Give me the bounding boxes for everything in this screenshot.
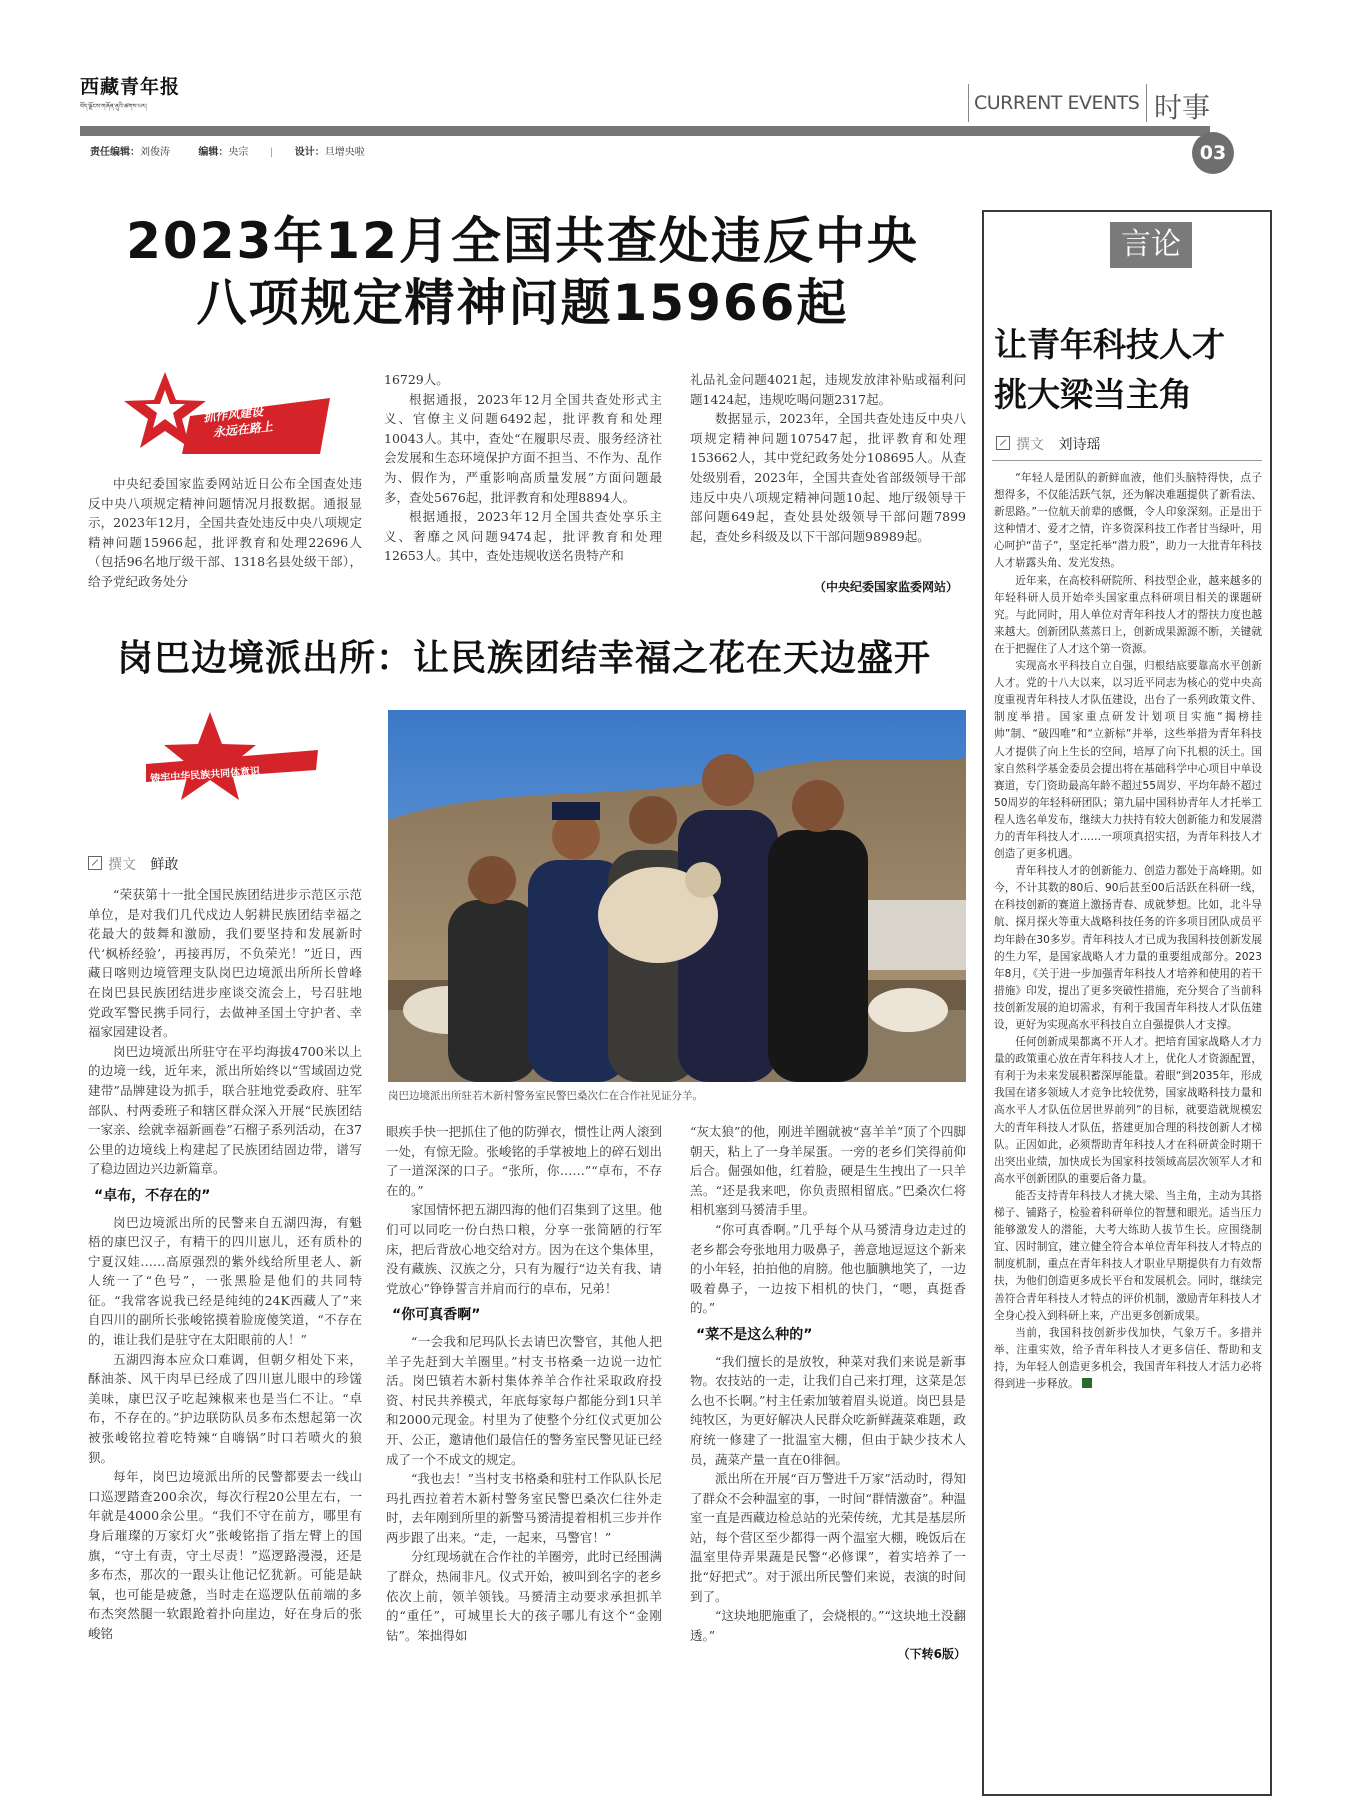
subheading: “卓布，不存在的” [94,1187,211,1204]
opinion-body [994,470,1262,1393]
paragraph: 数据显示，2023年，全国共查处违反中央八项规定精神问题107547起，批评教育和处理153662人，其中党纪政务处分108695人。从查处级别看，2023年，全国共查处省部级领导干部违反中央八项规定精神问题10起、地厅级领导干部问题649起，查处县处级领导干部问题7899起，查处乡科级及以下干部问题98989起。 [690,411,966,544]
masthead-logo [80,72,180,117]
article1-source: （中央纪委国家监委网站） [813,580,958,594]
paragraph: 眼疾手快一把抓住了他的防弹衣，惯性让两人滚到一处，有惊无险。张峻铭的手掌被地上的碎石划出了一道深深的口子。“张所，你……”“卓布，不存在的。” [386,1124,662,1198]
paragraph: “灰太狼”的他，刚进羊圈就被“喜羊羊”顶了个四脚朝天，粘上了一身羊屎蛋。一旁的老乡们笑得前仰后合。倔强如他，红着脸，硬是生生拽出了一只羊羔。“还是我来吧，你负责照相留底。”巴桑次仁将相机塞到马赟清手里。 [690,1124,966,1218]
paragraph: 岗巴边境派出所的民警来自五湖四海，有魁梧的康巴汉子，有精干的四川崽儿，还有质朴的宁夏汉娃……高原强烈的紫外线给所里老人、新人统一了“色号”，一张黑脸是他们的共同特征。“我常客说我已经是纯纯的24K西藏人了”来自四川的副所长张峻铭摸着脸庞傻笑道，“不存在的，谁让我们是驻守在太阳眼前的人！” [88,1214,362,1348]
continued-note: （下转6版） [897,1647,966,1662]
article2-column-1 [88,885,362,1644]
badge-text: 铸牢中华民族共同体意识 [149,766,261,785]
paragraph: 每年，岗巴边境派出所的民警都要去一线山口巡逻踏查200余次，每次行程20公里左右，一年就是4000余公里。“我们不守在前方，哪里有身后璀璨的万家灯火”张峻铭指了指左臂上的国旗，“守土有责，守土尽责！”巡逻路漫漫，还是多布杰，那次的一跟头让他记忆犹新。可能是缺氧，也可能是疲惫，当时走在巡逻队伍前端的多布杰突然腿一软跟跄着扑向崖边，好在身后的张峻铭 [88,1469,362,1641]
paragraph: 16729人。 [384,372,449,387]
article1-column-1 [88,474,362,592]
editor-label: 责任编辑： [90,147,140,158]
pen-icon [996,436,1010,450]
article1-column-3 [690,370,966,546]
paragraph: 五湖四海本应众口难调，但朝夕相处下来，酥油茶、风干肉早已经成了四川崽儿眼中的珍馐美味，康巴汉子吃起辣椒来也是当仁不让。“卓布，不存在的。”护边联防队员多布杰想起第一次被张峻铭拉着吃特辣“自嗨锅”时口若喷火的狼狈。 [88,1351,362,1465]
editor-name: 刘俊涛 [140,147,170,158]
masthead-divider-2 [1146,84,1147,122]
masthead-divider [968,84,969,122]
paragraph: “荣获第十一批全国民族团结进步示范区示范单位，是对我们几代戍边人躬耕民族团结幸福之花最大的鼓舞和激励，我们要坚持和发展新时代‘枫桥经验’，再接再厉，不负荣光！”近日，西藏日喀则边境管理支队岗巴边境派出所所长曾峰在岗巴县民族团结进步座谈交流会上，号召驻地党政军警民携手同行，去做神圣国土守护者、幸福家园建设者。 [88,887,362,1040]
author-name: 刘诗瑶 [1058,437,1101,453]
editor-label: 编辑： [198,147,229,158]
article2-byline [88,854,178,874]
opinion-tag: 言论 [1110,222,1192,268]
logo-chinese: 西藏青年报 [80,76,181,98]
author-name: 鲜敢 [150,857,179,873]
end-mark-icon [1082,1378,1092,1388]
headline-line: 挑大梁当主角 [994,375,1192,414]
article1-headline [80,210,965,334]
paragraph: 根据通报，2023年12月全国共查处享乐主义、奢靡之风问题9474起，批评教育和处理12653人。其中，查处违规收送名贵特产和 [384,509,662,564]
paragraph: 任何创新成果都离不开人才。把培育国家战略人才力量的政策重心放在青年科技人才上，优化人才资源配置，有利于为未来发展积蓄深厚能量。着眼“到2035年，形成我国在诸多领域人才竞争比较优势，国家战略科技力量和高水平人才队伍位居世界前列”的目标，就要造就规模宏大的青年科技人才队伍，搭建更加合理的科技创新人才梯队。正因如此，必须帮助青年科技人才在科研黄金时期干出突出业绩，加快成长为国家科技领域高层次领军人才和高水平创新团队的重要后备力量。 [994,1036,1262,1185]
paragraph: 礼品礼金问题4021起，违规发放津补贴或福利问题1424起，违规吃喝问题2317起。 [690,372,966,407]
paragraph: 派出所在开展“百万警进千万家”活动时，得知了群众不会种温室的事，一时间“群情激奋”。种温室一直是西藏边检总站的光荣传统，尤其是基层所站，每个营区至少都得一两个温室大棚，晚饭后在温室里侍弄果蔬是民警“必修课”，着实培养了一批“好把式”。对于派出所民警们来说，表演的时间到了。 [690,1471,966,1604]
editor-name: 央宗 [228,147,249,158]
paragraph: 分红现场就在合作社的羊圈旁，此时已经围满了群众，热闹非凡。仪式开始，被叫到名字的老乡依次上前，领羊领钱。马赟清主动要求承担抓羊的“重任”，可城里长大的孩子哪儿有这个“金刚钻”。笨拙得如 [386,1549,662,1643]
anti-corruption-badge [120,368,340,458]
article2-column-3 [690,1122,966,1665]
headline-line: 让青年科技人才 [994,325,1225,364]
byline-label: 撰文 [1016,437,1044,453]
headline-line: 八项规定精神问题15966起 [196,274,849,332]
subheading: “菜不是这么种的” [696,1326,813,1343]
subheading: “你可真香啊” [392,1307,481,1324]
editor-name: 旦增央啦 [324,147,365,158]
paragraph: 能否支持青年科技人才挑大梁、当主角，主动为其搭梯子、铺路子，检验着科研单位的智慧和眼光。适当压力能够激发人的潜能，大考大练助人拔节生长。应围绕制宜、因时制宜，建立健全符合本单位青年科技人才特点的制度机制，重点在青年科技人才职业早期提供有力有效帮扶，为他们创造更多成长平台和发展机会。同时，继续完善符合青年科技人才特点的评价机制，激励青年科技人才全身心投入到科研上来，产出更多创新成果。 [994,1189,1262,1322]
masthead-rule [80,126,1210,136]
byline-label: 撰文 [108,857,136,873]
photo-illustration [388,710,966,1082]
badge-line: 抓作风建设 [202,404,264,425]
paragraph: 青年科技人才的创新能力、创造力都处于高峰期。如今，不计其数的80后、90后甚至00后活跃在科研一线，在科技创新的赛道上激扬青春、成就梦想。比如，北斗导航、探月探火等重大战略科技任务的许多项目团队成员平均年龄在30多岁。青年科技人才已成为我国科技创新发展的生力军，是国家战略人才力量的重要组成部分。2023年8月，《关于进一步加强青年科技人才培养和使用的若干措施》印发，提出了更多突破性措施，充分契合了当前科技创新发展的迫切需求，有利于我国青年科技人才队伍建设，更好为实现高水平科技自立自强提供人才支撑。 [994,865,1262,1031]
paragraph: “我们擅长的是放牧，种菜对我们来说是新事物。农技站的一走，让我们自己来打理，这菜是怎么也不长啊。”村主任索加皱着眉头说道。岗巴县是纯牧区，为更好解决人民群众吃新鲜蔬菜难题，政府统一修建了一批温室大棚，但由于缺少技术人员，蔬菜产量一直在0徘徊。 [690,1353,966,1467]
byline-rule [992,460,1262,461]
headline-line: 2023年12月全国共查处违反中央 [126,212,919,270]
editor-label: 设计： [294,147,325,158]
pen-icon [88,856,102,870]
paragraph: “一会我和尼玛队长去请巴次警官，其他人把羊子先赶到大羊圈里。”村支书格桑一边说一边忙活。岗巴镇若木新村集体养羊合作社采取政府投资、村民共养模式，年底每家每户都能分到1只羊和2000元现金。村里为了使整个分红仪式更加公开、公正，邀请他们最信任的警务室民警见证已经成了一个不成文的规定。 [386,1333,662,1467]
ethnic-unity-badge [140,710,320,810]
paragraph: 实现高水平科技自立自强，归根结底要靠高水平创新人才。党的十八大以来，以习近平同志为核心的党中央高度重视青年科技人才队伍建设，出台了一系列政策文件、制度举措。国家重点研发计划项目实施“揭榜挂帅”制、“破四唯”和“立新标”并举，这些举措为青年科技人才提供了向上生长的空间，培厚了向下扎根的沃土。国家自然科学基金委员会提出将在基础科学中心项目中单设赛道，专门资助最高年龄不超过55周岁、平均年龄不超过50周岁的年轻科研团队；第九届中国科协青年人才托举工程人选名单发布，继续大力扶持有较大创新能力和发展潜力的青年科技人才……一项项真招实招，为青年科技人才创造了更多机遇。 [994,660,1262,861]
opinion-sidebar [982,210,1272,1796]
article2-photo [388,710,966,1082]
paragraph: “年轻人是团队的新鲜血液，他们头脑特得快，点子想得多，不仅能活跃气氛，还为解决难题提供了新看法、新思路。”一位航天前辈的感慨，令人印象深刻。正是出于这种情才、爱才之情，许多资深科技工作者甘当绿叶，用心呵护“苗子”，坚定托举“潜力股”，助力一大批青年科技人才崭露头角、发光发热。 [994,472,1262,570]
opinion-byline [996,434,1100,454]
paragraph: 家国情怀把五湖四海的他们召集到了这里。他们可以同吃一份白热口粮，分享一张简陋的行军床，把后背放心地交给对方。因为在这个集体里，没有藏族、汉族之分，只有为履行“边关有我、请党放心”铮铮誓言并肩而行的卓布，兄弟！ [386,1202,662,1296]
paragraph: 岗巴边境派出所驻守在平均海拔4700米以上的边境一线，近年来，派出所始终以“雪域固边党建带”品牌建设为抓手，联合驻地党委政府、驻军部队、村两委班子和辖区群众深入开展“民族团结一家亲、绘就幸福新画卷”石榴子系列活动，在37公里的边境线上构建起了民族团结固边带，谱写了稳边固边兴边新篇章。 [88,1043,362,1177]
paragraph: “你可真香啊。”几乎每个从马赟清身边走过的老乡都会夸张地用力吸鼻子，善意地逗逗这个新来的小年轻，拍拍他的肩膀。他也腼腆地笑了，一边吸着鼻子，一边按下相机的快门，“嗯，真挺香的。” [690,1221,966,1316]
section-label-cn: 时事 [1154,91,1211,124]
article2-headline: 岗巴边境派出所：让民族团结幸福之花在天边盛开 [116,638,931,679]
opinion-headline [994,320,1264,420]
section-label-en: CURRENT EVENTS [974,92,1140,114]
paragraph: 根据通报，2023年12月全国共查处形式主义、官僚主义问题6492起，批评教育和处理10043人。其中，查处“在履职尽责、服务经济社会发展和生态环境保护方面不担当、不作为、乱作为、假作为，严重影响高质量发展”方面问题最多，查处5676起，批评教育和处理8894人。 [384,391,662,505]
logo-tibetan: བོད་ལྗོངས་གཞོན་ནུའི་ཚགས་པར། [80,103,147,110]
paragraph: 中央纪委国家监委网站近日公布全国查处违反中央八项规定精神问题情况月报数据。通报显示，2023年12月，全国共查处违反中央八项规定精神问题15966起，批评教育和处理22696人（包括96名地厅级干部、1318名县处级干部），给予党纪政务处分 [88,476,362,589]
article1-column-2 [384,370,662,566]
photo-caption: 岗巴边境派出所驻若木新村警务室民警巴桑次仁在合作社见证分羊。 [388,1090,703,1102]
editor-credits: 责任编辑：刘俊涛 编辑：央宗 | 设计：旦增央啦 [90,147,365,158]
paragraph: “我也去！”当村支书格桑和驻村工作队队长尼玛扎西拉着若木新村警务室民警巴桑次仁往外走时，去年刚到所里的新警马赟清提着相机三步并作两步跟了出来。“走，一起来，马警官！” [386,1471,662,1545]
page-number-badge: 03 [1192,132,1234,174]
article2-column-2 [386,1122,662,1645]
badge-line: 永远在路上 [212,419,274,440]
paragraph: “这块地肥施重了，会烧根的。”“这块地土没翻透。” [690,1608,966,1643]
paragraph: 近年来，在高校科研院所、科技型企业，越来越多的年轻科研人员开始牵头国家重点科研项目相关的课题研究。与此同时，用人单位对青年科技人才的帮扶力度也越来越大。创新团队蒸蒸日上，创新成果源源不断，关键就在于把握住了人才这个第一资源。 [994,574,1262,655]
paragraph-text: 当前，我国科技创新步伐加快，气象万千。多措并举、注重实效，给予青年科技人才更多信任、帮助和支持，为年轻人创造更多机会，我国青年科技人才活力必将得到进一步释放。 [994,1326,1262,1390]
paragraph [994,1325,1262,1393]
